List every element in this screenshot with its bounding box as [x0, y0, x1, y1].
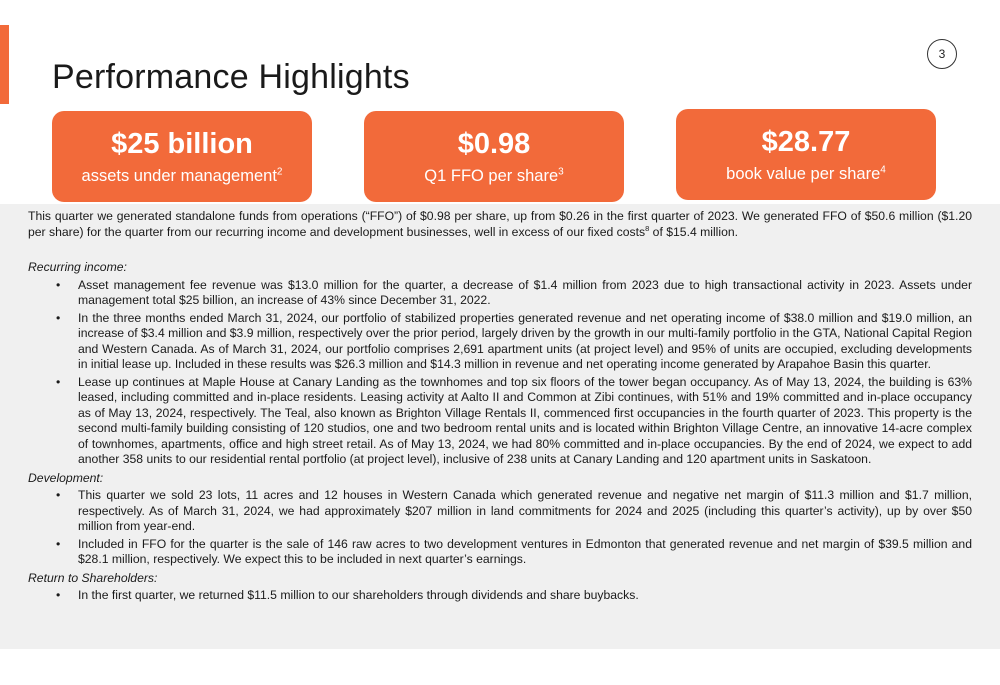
- bullet-icon: •: [56, 588, 61, 602]
- kpi-label: [726, 162, 886, 186]
- section-heading-recurring-income: Recurring income:: [28, 260, 127, 274]
- page-number-badge: [927, 39, 957, 69]
- kpi-card-book-value: [676, 109, 936, 200]
- list-item-text: In the first quarter, we returned $11.5 million to our shareholders through dividends and share buybacks.: [78, 588, 639, 602]
- list-item: [28, 588, 972, 604]
- title-accent-bar: [0, 25, 9, 104]
- kpi-value: $25 billion: [111, 127, 253, 160]
- intro-text: This quarter we generated standalone funds from operations (“FFO”) of $0.98 per share, up from $0.26 in the first quarter of 2023. We generated FFO of $50.6 million ($1.20 per share) for the quarter from our recurring income and development businesses, well in excess of our fixed costs: [28, 209, 972, 239]
- bullet-icon: •: [56, 310, 61, 325]
- footnote-marker: 8: [645, 223, 650, 233]
- kpi-card-ffo: [364, 111, 624, 202]
- page-number: 3: [938, 47, 946, 61]
- kpi-label: [82, 164, 283, 188]
- recurring-income-list: [28, 278, 972, 468]
- development-list: [28, 488, 972, 568]
- list-item-text: In the three months ended March 31, 2024, our portfolio of stabilized properties generated revenue and net operating income of $38.0 million and $19.0 million, an increase of $3.4 million and $3.9 million, respectively over the prior period, largely driven by the growth in our multi-family portfolio in the GTA, National Capital Region and Western Canada. As of March 31, 2024, our portfolio comprises 2,691 apartment units (at project level) and 95% of units are occupied, excluding developments in initial lease up. Included in these results was $26.3 million and $14.3 million in revenue and net operating income generated by Arapahoe Basin this quarter.: [78, 310, 972, 371]
- list-item-text: Included in FFO for the quarter is the sale of 146 raw acres to two development ventures in Edmonton that generated revenue and net margin of $39.5 million and $28.1 million, respectively. We expect this to be included in next quarter’s earnings.: [78, 536, 972, 566]
- list-item: [28, 537, 972, 568]
- kpi-card-assets: [52, 111, 312, 202]
- kpi-label-text: Q1 FFO per share: [424, 166, 559, 185]
- page-title: Performance Highlights: [52, 58, 410, 96]
- body-text: [28, 209, 972, 606]
- bullet-icon: •: [56, 374, 61, 389]
- list-item: [28, 488, 972, 535]
- footnote-marker: 3: [558, 166, 564, 177]
- section-heading-return-to-shareholders: Return to Shareholders:: [28, 570, 158, 585]
- section-heading-development: Development:: [28, 470, 104, 485]
- list-item-text: Asset management fee revenue was $13.0 million for the quarter, a decrease of $1.4 million from 2023 due to high transactional activity in 2023. Assets under management total $25 billion, an increase of 43% since December 31, 2022.: [78, 277, 972, 307]
- kpi-label-text: assets under management: [81, 166, 277, 185]
- list-item: [28, 278, 972, 309]
- bullet-icon: •: [56, 488, 61, 502]
- intro-text-end: of $15.4 million.: [649, 224, 739, 239]
- list-item: [28, 375, 972, 468]
- list-item-text: Lease up continues at Maple House at Canary Landing as the townhomes and top six floors of the tower began occupancy. As of May 13, 2024, the building is 63% leased, including committed and in-place residents. Leasing activity at Aalto II and Common at Zibi continues, with 51% and 19% committed and in-place occupancy as of May 13, 2024, respectively. The Teal, also known as Brighton Village Rentals II, commenced first occupancies in the fourth quarter of 2023. This property is the second multi-family building consisting of 120 studios, one and two bedroom rental units and is located within Brighton Village Centre, an innovative 14-acre complex of townhomes, apartments, office and high street retail. As of May 13, 2024, we had 80% committed and in-place occupancies. By the end of 2024, we expect to add another 358 units to our residential rental portfolio (at project level), inclusive of 238 units at Canary Landing and 120 apartment units in Saskatoon.: [78, 374, 972, 466]
- intro-paragraph: [28, 209, 972, 240]
- kpi-label-text: book value per share: [726, 164, 881, 183]
- kpi-label: [424, 164, 563, 188]
- kpi-value: $28.77: [761, 125, 851, 158]
- footnote-marker: 4: [880, 164, 886, 175]
- kpi-value: $0.98: [457, 127, 531, 160]
- bullet-icon: •: [56, 277, 61, 292]
- list-item-text: This quarter we sold 23 lots, 11 acres and 12 houses in Western Canada which generated revenue and negative net margin of $11.3 million and $1.7 million, respectively. As of March 31, 2024, we had approximately $207 million in land commitments for 2024 and 2025 (including this quarter’s activity), up by over $50 million from year-end.: [78, 488, 972, 533]
- list-item: [28, 311, 972, 373]
- footnote-marker: 2: [276, 166, 283, 177]
- bullet-icon: •: [56, 536, 61, 551]
- return-to-shareholders-list: [28, 588, 972, 604]
